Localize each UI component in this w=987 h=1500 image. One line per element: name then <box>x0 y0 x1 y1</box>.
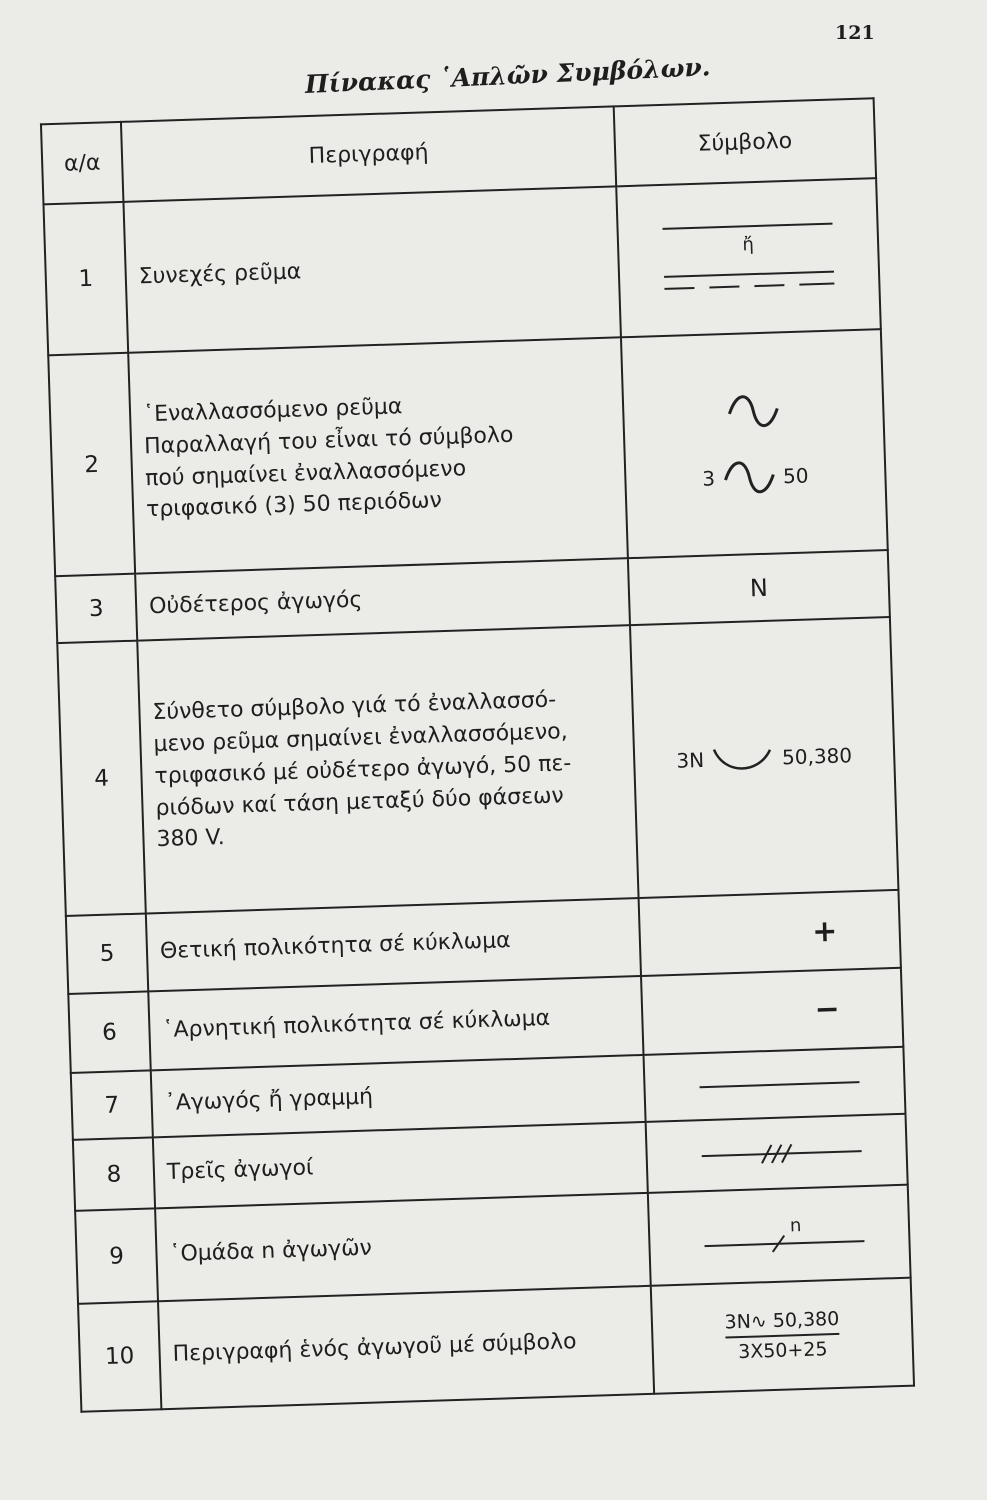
desc-line: Οὐδέτερος ἀγωγός <box>148 587 363 620</box>
row-number: 10 <box>78 1302 161 1412</box>
row-number: 4 <box>57 641 146 916</box>
row-description <box>155 1193 651 1302</box>
desc-line: ῾Εναλλασσόμενο ρεῦμα <box>142 393 403 428</box>
n-label: n <box>789 1214 802 1237</box>
row-description <box>128 337 628 573</box>
page-number: 121 <box>835 22 875 44</box>
row-number: 3 <box>55 574 137 644</box>
row-description <box>123 186 621 352</box>
desc-line: πού σημαίνει ἐναλλασσόμενο <box>144 455 467 491</box>
header-num: α/α <box>41 122 123 204</box>
table-row <box>57 617 898 915</box>
symbol-top-label: 3N∿ 50,380 <box>724 1308 840 1339</box>
dc-current-icon <box>652 215 844 301</box>
row-description <box>137 626 638 914</box>
desc-line: Τρεῖς ἀγωγοί <box>166 1155 314 1185</box>
desc-line: 380 V. <box>156 825 226 853</box>
three-conductors-icon <box>681 1136 872 1172</box>
row-symbol <box>644 1047 906 1122</box>
neutral-symbol: N <box>749 573 769 603</box>
ac-symbol <box>634 385 873 436</box>
row-symbol <box>630 617 898 897</box>
row-symbol <box>648 1185 911 1286</box>
row-number: 5 <box>66 913 148 994</box>
conductor-description-symbol <box>724 1308 840 1364</box>
row-symbol <box>639 890 901 977</box>
row-description <box>158 1286 654 1409</box>
desc-line: ριόδων καί τάση μεταξύ δύο φάσεων <box>155 782 565 821</box>
composite-ac-symbol <box>676 735 853 780</box>
row-number: 8 <box>73 1138 155 1211</box>
header-description: Περιγραφή <box>121 106 616 201</box>
symbol-left-label: 3 <box>701 465 716 491</box>
single-line-icon <box>679 1072 870 1098</box>
table-row <box>48 329 888 576</box>
desc-line: τριφασικό μέ οὐδέτερο ἀγωγό, 50 πε- <box>154 750 572 789</box>
desc-line: ᾿Αγωγός ἤ γραμμή <box>164 1084 374 1116</box>
symbol-note: ἤ <box>742 233 755 255</box>
plus-symbol: + <box>811 913 838 950</box>
row-number: 6 <box>68 992 150 1073</box>
row-symbol <box>641 968 903 1055</box>
ac-wave-icon <box>707 737 778 779</box>
symbol-bottom-label: 3X50+25 <box>737 1337 828 1363</box>
row-number: 7 <box>71 1071 153 1141</box>
row-number: 9 <box>75 1208 158 1304</box>
desc-line: ῾Αρνητική πολικότητα σέ κύκλωμα <box>162 1005 551 1043</box>
n-conductors-icon <box>684 1211 875 1261</box>
desc-line: Θετική πολικότητα σέ κύκλωμα <box>159 928 512 965</box>
desc-line: Συνεχές ρεῦμα <box>138 258 302 289</box>
symbol-right-label: 50,380 <box>781 742 853 770</box>
row-symbol <box>616 178 881 337</box>
page-title: Πίνακας ῾Απλῶν Συμβόλων. <box>304 52 712 99</box>
table-row <box>43 178 880 355</box>
symbol-right-label: 50 <box>782 462 809 488</box>
row-symbol <box>621 329 888 558</box>
desc-line: μενο ρεῦμα σημαίνει ἐναλλασσόμενο, <box>153 718 569 757</box>
row-symbol <box>628 550 890 626</box>
row-symbol <box>651 1278 914 1394</box>
ac-current-icon <box>718 454 779 500</box>
row-number: 2 <box>48 353 135 576</box>
header-symbol: Σύμβολο <box>614 98 876 186</box>
desc-line: Παραλλαγή του εἶναι τό σύμβολο <box>143 422 514 459</box>
row-symbol <box>646 1114 908 1193</box>
symbols-table-container <box>40 97 915 1413</box>
ac-current-icon <box>723 388 784 434</box>
symbol-left-label: 3N <box>676 747 705 773</box>
row-number: 1 <box>43 202 128 355</box>
symbols-table <box>40 97 915 1413</box>
ac-three-phase-symbol <box>702 453 810 500</box>
desc-line: Περιγραφή ἑνός ἀγωγοῦ μέ σύμβολο <box>172 1329 577 1368</box>
minus-symbol: − <box>814 992 841 1028</box>
desc-line: τριφασικό (3) 50 περιόδων <box>145 488 443 523</box>
desc-line: ῾Ομάδα n ἀγωγῶν <box>169 1235 373 1267</box>
desc-line: Σύνθετο σύμβολο γιά τό ἐναλλασσό- <box>152 687 557 726</box>
